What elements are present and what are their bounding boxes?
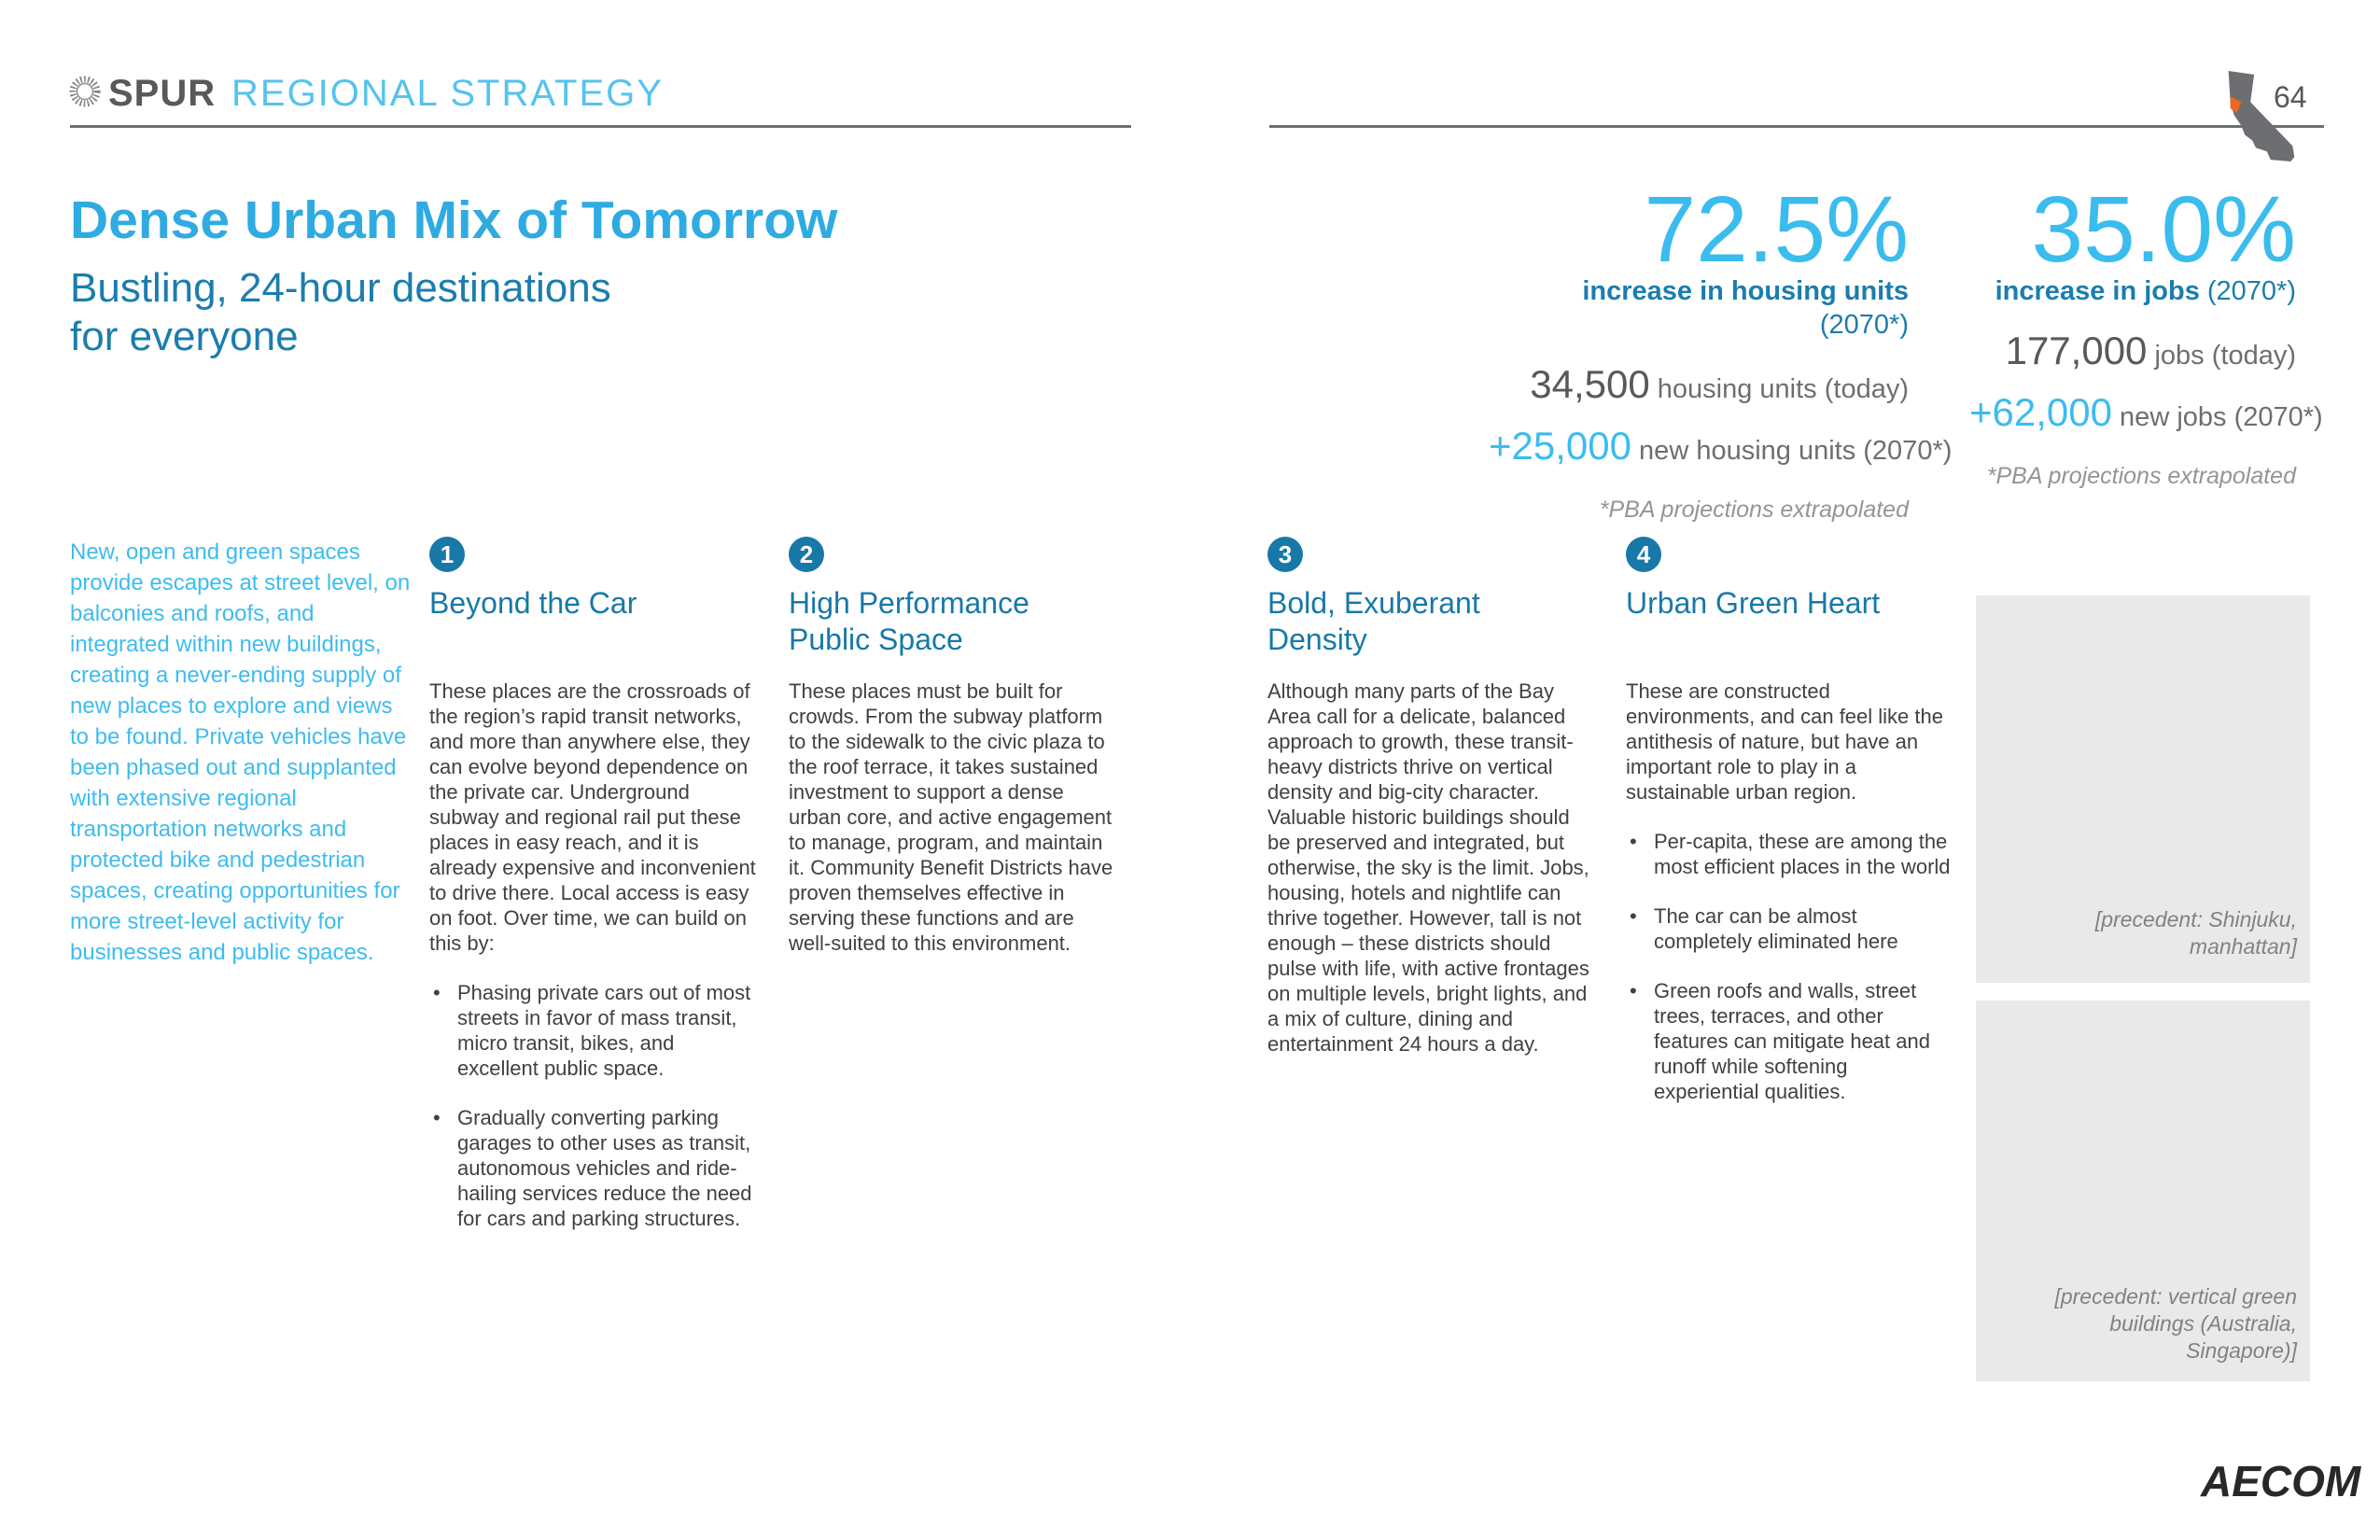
column-3-number-badge: 3	[1267, 537, 1303, 572]
column-2-heading: High Performance Public Space	[789, 586, 1029, 656]
column-1-heading: Beyond the Car	[429, 586, 637, 620]
column-1-number-badge: 1	[429, 537, 465, 572]
page-subtitle-line1: Bustling, 24-hour destinations	[70, 265, 611, 311]
housing-future-value: +25,000	[1489, 424, 1631, 468]
aecom-logo: AECOM	[2201, 1457, 2361, 1505]
precedent-image-placeholder-1	[1976, 595, 2310, 983]
housing-percent: 72.5%	[1644, 177, 1909, 282]
column-urban-green-heart	[1626, 537, 1951, 1104]
column-4-bullet-list	[1626, 829, 1951, 1104]
jobs-future-row	[1969, 390, 2323, 444]
spur-logo-text: SPUR	[108, 73, 217, 114]
precedent-caption-2: [precedent: vertical green buildings (Australia, Singapore)]	[2054, 1284, 2297, 1363]
column-1-bullet-list	[429, 980, 756, 1231]
california-map-icon	[2219, 69, 2300, 164]
column-high-performance-public-space	[789, 537, 1115, 980]
column-2-number-badge: 2	[789, 537, 824, 572]
housing-stat-block	[1489, 177, 1953, 524]
spur-sunburst-icon	[67, 71, 105, 112]
column-2-body	[789, 679, 1115, 956]
header-rule-left	[70, 125, 1131, 128]
column-bold-exuberant-density	[1267, 537, 1592, 1081]
column-3-body	[1267, 679, 1592, 1057]
bullet-item: • Gradually converting parking garages to other uses as transit, autonomous vehicles and ride-hailing services reduce the need for cars and parking structures.	[429, 1105, 756, 1231]
page-title: Dense Urban Mix of Tomorrow	[70, 190, 838, 250]
housing-percent-label	[1489, 274, 1909, 342]
housing-future-label: new housing units (2070*)	[1631, 436, 1953, 466]
regional-strategy-label: REGIONAL STRATEGY	[231, 73, 664, 114]
jobs-today-label: jobs (today)	[2147, 341, 2296, 371]
jobs-today-row	[1969, 329, 2296, 383]
column-2-paragraph: These places must be built for crowds. From the subway platform to the sidewalk to the civic plaza to the roof terrace, it takes sustained investment to support a dense urban core, and active engagement to manage, program, and maintain it. Community Benefit Districts have proven themselves effective in serving these functions and are well-suited to this environment.	[789, 679, 1113, 955]
jobs-label-bold: increase in jobs	[1995, 276, 2200, 306]
housing-label-bold: increase in housing units	[1582, 276, 1909, 306]
column-3-paragraph: Although many parts of the Bay Area call for a delicate, balanced approach to growth, these transit-heavy districts thrive on vertical density and big-city character. Valuable historic buildings should be preserved and integrated, but otherwise, the sky is the limit. Jobs, housing, hotels and nightlife can thrive together. However, tall is not enough – these districts should pulse with life, with active frontages on multiple levels, bright lights, and a mix of culture, dining and entertainment 24 hours a day.	[1267, 679, 1589, 1056]
precedent-image-placeholder-2	[1976, 1001, 2310, 1381]
column-4-number-badge: 4	[1626, 537, 1661, 572]
jobs-future-label: new jobs (2070*)	[2112, 402, 2323, 432]
column-4-paragraph: These are constructed environments, and can feel like the antithesis of nature, but have an important role to play in a sustainable urban region.	[1626, 679, 1943, 804]
housing-today-label: housing units (today)	[1649, 374, 1909, 404]
page-number: 64	[2274, 80, 2307, 114]
housing-label-year: (2070*)	[1819, 310, 1909, 340]
jobs-stat-block	[1969, 177, 2323, 490]
housing-future-row	[1489, 424, 1953, 478]
column-beyond-the-car	[429, 537, 756, 1231]
bullet-item: • Per-capita, these are among the most efficient places in the world	[1626, 829, 1951, 879]
column-4-heading: Urban Green Heart	[1626, 586, 1881, 620]
column-1-body	[429, 679, 756, 1231]
column-1-paragraph: These places are the crossroads of the region’s rapid transit networks, and more than anywhere else, they can evolve beyond dependence on the private car. Underground subway and regional rail put these places in easy reach, and it is already expensive and inconvenient to drive there. Local access is easy on foot. Over time, we can build on this by:	[429, 679, 756, 955]
page-subtitle-line2: for everyone	[70, 314, 299, 359]
housing-today-row	[1489, 362, 1909, 416]
intro-paragraph: New, open and green spaces provide escapes at street level, on balconies and roofs, and integrated within new buildings, creating a never-ending supply of new places to explore and views to be found. Private vehicles have been phased out and supplanted with extensive regional transportation networks and protected bike and pedestrian spaces, creating opportunities for more street-level activity for businesses and public spaces.	[70, 539, 411, 965]
housing-today-value: 34,500	[1530, 362, 1650, 406]
page-subtitle	[70, 264, 611, 361]
precedent-caption-1: [precedent: Shinjuku, manhattan]	[2094, 907, 2297, 959]
jobs-footnote: *PBA projections extrapolated	[1986, 463, 2296, 489]
jobs-future-value: +62,000	[1969, 390, 2112, 434]
jobs-percent: 35.0%	[2031, 177, 2296, 282]
column-4-body	[1626, 679, 1951, 1104]
column-3-heading: Bold, Exuberant Density	[1267, 586, 1480, 656]
housing-footnote: *PBA projections extrapolated	[1599, 497, 1909, 523]
header-rule-right	[1269, 125, 2324, 128]
bullet-item: • Phasing private cars out of most streets in favor of mass transit, micro transit, bikes, and excellent public space.	[429, 980, 756, 1081]
bullet-item: • The car can be almost completely eliminated here	[1626, 903, 1951, 954]
jobs-label-year: (2070*)	[2199, 276, 2296, 306]
jobs-percent-label	[1969, 274, 2296, 308]
bullet-item: • Green roofs and walls, street trees, terraces, and other features can mitigate heat and runoff while softening experiential qualities.	[1626, 978, 1951, 1104]
jobs-today-value: 177,000	[2005, 329, 2148, 372]
